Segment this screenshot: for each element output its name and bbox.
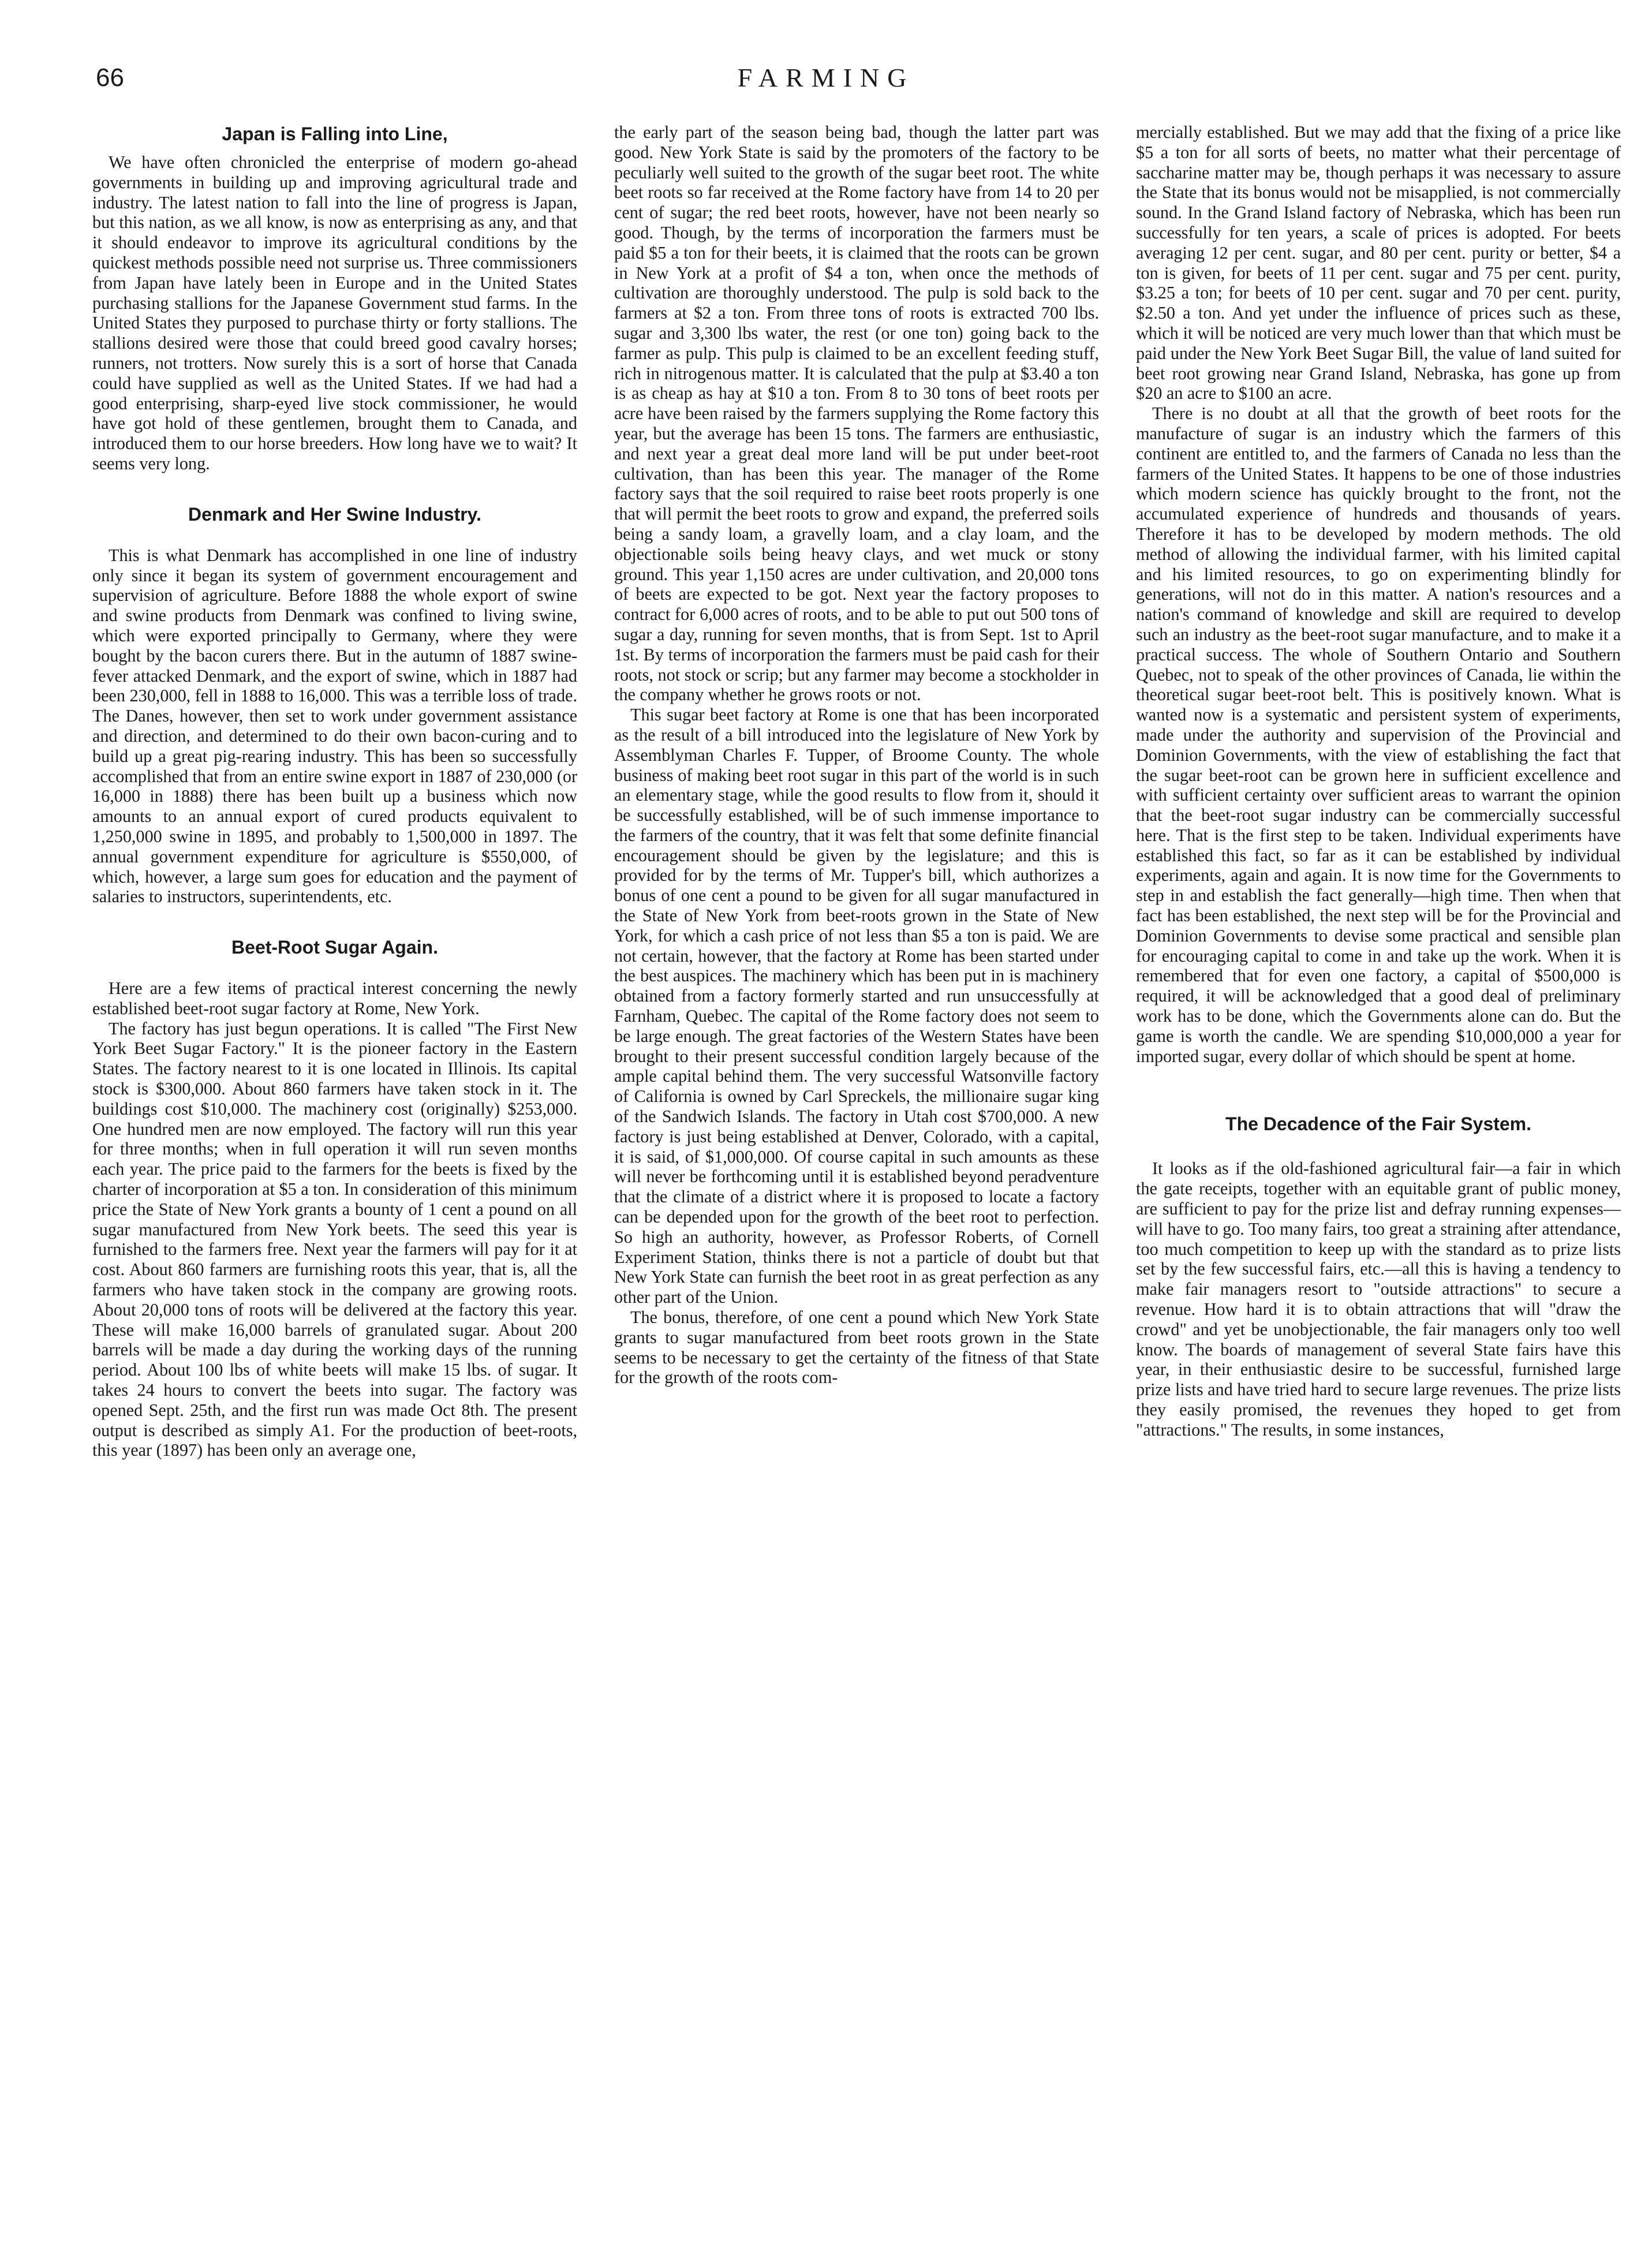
article-paragraph: This is what Denmark has accomplished in one line of industry only since it began its system of government encouragement and supervision of agriculture. Before 1888 the whole export of swine and swine products from Denmark was confined to living swine, which were exported principally to Germany, where they were bought by the bacon curers there. But in the autumn of 1887 swine-fever attacked Denmark, and the export of swine, which in 1887 had been 230,000, fell in 1888 to 16,000. This was a terrible loss of trade. The Danes, however, then set to work under government assistance and direction, and determined to do their own bacon-curing and to build up a great pig-rearing industry. This has been so successfully accomplished that from an entire swine export in 1887 of 230,000 (or 16,000 in 1888) there has been built up a business which now amounts to an annual export of cured products equivalent to 1,250,000 swine in 1895, and probably to 1,500,000 in 1897. The annual government expenditure for agriculture is $550,000, of which, however, a large sum goes for education and the payment of salaries to instructors, superintendents, etc. bbox=[92, 545, 578, 907]
article-title-beet-root: Beet-Root Sugar Again. bbox=[231, 937, 438, 958]
column-2 bbox=[614, 122, 1099, 1388]
article-paragraph: The factory has just begun operations. It is called "The First New York Beet Sugar Factory." It is the pioneer factory in the Eastern States. The factory nearest to it is one located in Illinois. Its capital stock is $300,000. About 860 farmers have taken stock in it. The buildings cost $10,000. The machinery cost (originally) $253,000. One hundred men are now employed. The factory will run this year for three months; when in full operation it will run seven months each year. The price paid to the farmers for the beets is fixed by the charter of incorporation at $5 a ton. In consideration of this minimum price the State of New York grants a bounty of 1 cent a pound on all sugar manufactured from New York beets. The seed this year is furnished to the farmers free. Next year the farmers will pay for it at cost. About 860 farmers are furnishing roots this year, that is, all the farmers who have taken stock in the company are growing roots. About 20,000 tons of roots will be delivered at the factory this year. These will make 16,000 barrels of granulated sugar. About 200 barrels will be made a day during the working days of the running period. About 100 lbs of white beets will make 15 lbs. of sugar. It takes 24 hours to convert the beets into sugar. The factory was opened Sept. 25th, and the first run was made Oct 8th. The present output is described as simply A1. For the production of beet-roots, this year (1897) has been only an average one, bbox=[92, 1018, 578, 1460]
article-paragraph: This sugar beet factory at Rome is one that has been incorporated as the result of a bill introduced into the legislature of New York by Assemblyman Charles F. Tupper, of Broome County. The whole business of making beet root sugar in this part of the world is in such an elementary stage, while the good results to flow from it, should it be successfully established, will be of such immense importance to the farmers of the country, that it was felt that some definite financial encouragement should be given by the legislature; and this is provided for by the terms of Mr. Tupper's bill, which authorizes a bonus of one cent a pound to be given for all sugar manufactured in the State of New York from beet-roots grown in the State of New York, for which a cash price of not less than $5 a ton is paid. We are not certain, however, that the factory at Rome has been started under the best auspices. The machinery which has been put in is machinery obtained from a factory formerly started and run unsuccessfully at Farnham, Quebec. The capital of the Rome factory does not seem to be large enough. The great factories of the Western States have been brought to their present successful condition largely because of the ample capital behind them. The very successful Watsonville factory of California is owned by Carl Spreckels, the millionaire sugar king of the Sandwich Islands. The factory in Utah cost $700,000. A new factory is just being established at Denver, Colorado, with a capital, it is said, of $1,000,000. Of course capital in such amounts as these will never be forthcoming until it is established beyond peradventure that the climate of a district where it is proposed to locate a factory can be depended upon for the growth of the beet root to perfection. So high an authority, however, as Professor Roberts, of Cornell Experiment Station, thinks there is not a particle of doubt but that New York State can furnish the beet root in as great perfection as any other part of the Union. bbox=[614, 705, 1099, 1307]
article-paragraph: There is no doubt at all that the growth of beet roots for the manufacture of sugar is an industry which the farmers of this continent are entitled to, and the farmers of Canada no less than the farmers of the United States. It happens to be one of those industries which modern science has quickly brought to the front, not the accumulated experience of hundreds and thousands of years. Therefore it has to be developed by modern methods. The old method of allowing the individual farmer, with his limited capital and his limited resources, to go on experimenting blindly for generations, will not do in this matter. A nation's resources and a nation's command of knowledge and skill are required to develop such an industry as the beet-root sugar manufacture, and to make it a practical success. The whole of Southern Ontario and Southern Quebec, not to speak of the other provinces of Canada, lie within the theoretical sugar beet-root belt. This is positively known. What is wanted now is a systematic and persistent system of experiments, made under the authority and supervision of the Provincial and Dominion Governments, with the view of establishing the fact that the sugar beet-root can be grown here in sufficient excellence and with sufficient certainty over sufficient areas to warrant the opinion that the beet-root sugar industry can be commercially successful here. That is the first step to be taken. Individual experiments have established this fact, so far as it can be established by individual experiments, again and again. It is now time for the Governments to step in and establish the fact generally—high time. Then when that fact has been established, the next step will be for the Provincial and Dominion Governments to devise some practical and sensible plan for encouraging capital to come in and take up the work. When it is remembered that for even one factory, a capital of $500,000 is required, it will be acknowledged that a good deal of preliminary work has to be done, which the Governments alone can do. But the game is worth the candle. We are spending $10,000,000 a year for imported sugar, every dollar of which should be spent at home. bbox=[1136, 403, 1621, 1066]
article-paragraph: Here are a few items of practical interest concerning the newly established beet-root sugar factory at Rome, New York. bbox=[92, 978, 577, 1018]
article-paragraph-continued: the early part of the season being bad, though the latter part was good. New York State is said by the promoters of the factory to be peculiarly well suited to the growth of the sugar beet root. The white beet roots so far received at the Rome factory have from 14 to 20 per cent of sugar; the red beet roots, however, have not been nearly so good. Though, by the terms of incorporation the farmers must be paid $5 a ton for their beets, it is claimed that the roots can be grown in New York at a profit of $4 a ton, when once the methods of cultivation are thoroughly understood. The pulp is sold back to the farmers at $2 a ton. From three tons of roots is extracted 700 lbs. sugar and 3,300 lbs water, the rest (or one ton) going back to the farmer as pulp. This pulp is claimed to be an excellent feeding stuff, rich in nitrogenous matter. It is calculated that the pulp at $3.40 a ton is as cheap as hay at $10 a ton. From 8 to 30 tons of beet roots per acre have been raised by the farmers supplying the Rome factory this year, but the average has been 15 tons. The farmers are enthusiastic, and next year a great deal more land will be put under beet-root cultivation, than has been this year. The manager of the Rome factory says that the soil required to raise beet roots properly is one that will permit the beet roots to grow and expand, the preferred soils being a sandy loam, a gravelly loam, and a clay loam, and the objectionable soils being heavy clays, and wet muck or stony ground. This year 1,150 acres are under cultivation, and 20,000 tons of beets are expected to be got. Next year the factory proposes to contract for 6,000 acres of roots, and to be able to put out 500 tons of sugar a day, running for seven months, that is from Sept. 1st to April 1st. By terms of incorporation the farmers must be paid cash for their roots, not stock or scrip; but any farmer may become a stockholder in the company whether he grows roots or not. bbox=[614, 122, 1099, 705]
article-paragraph: We have often chronicled the enterprise of modern go-ahead governments in building up and improving agricultural trade and industry. The latest nation to fall into the line of progress is Japan, but this nation, as we all know, is now as enterprising as any, and that it should endeavor to improve its agricultural conditions by the quickest methods possible need not surprise us. Three commissioners from Japan have lately been in Europe and in the United States purchasing stallions for the Japanese Government stud farms. In the United States they purposed to purchase thirty or forty stallions. The stallions desired were those that could breed good cavalry horses; runners, not trotters. Now surely this is a sort of horse that Canada could have supplied as well as the United States. If we had had a good enterprising, sharp-eyed live stock commissioner, he would have got hold of these gentlemen, brought them to Canada, and introduced them to our horse breeders. How long have we to wait? It seems very long. bbox=[92, 152, 577, 473]
page-number: 66 bbox=[96, 63, 124, 92]
article-paragraph: It looks as if the old-fashioned agricultural fair—a fair in which the gate receipts, together with an equitable grant of public money, are sufficient to pay for the prize list and defray running expenses—will have to go. Too many fairs, too great a straining after attendance, too much competition to keep up with the standard as to prize lists set by the few successful fairs, etc.—all this is having a tendency to make fair managers resort to "outside attractions" to secure a revenue. How hard it is to obtain attractions that will "draw the crowd" and yet be unobjectionable, the fair managers only too well know. The boards of management of several State fairs have this year, in their enthusiastic desire to be successful, furnished large prize lists and have tried hard to secure large revenues. The prize lists they easily promised, the revenues they hoped to get from "attractions." The results, in some instances, bbox=[1136, 1158, 1621, 1440]
article-paragraph-continued: mercially established. But we may add that the fixing of a price like $5 a ton for all sorts of beets, no matter what their percentage of saccharine matter may be, though perhaps it was necessary to assure the State that its bonus would not be misapplied, is not commercially sound. In the Grand Island factory of Nebraska, which has been run successfully for ten years, a scale of prices is adopted. For beets averaging 12 per cent. sugar, and 80 per cent. purity or better, $4 a ton is given, for beets of 11 per cent. sugar and 75 per cent. purity, $3.25 a ton; for beets of 10 per cent. sugar and 70 per cent. purity, $2.50 a ton. And yet under the influence of prices such as these, which it will be noticed are very much lower than that which must be paid under the New York Beet Sugar Bill, the value of land suited for beet root growing near Grand Island, Nebraska, has gone up from $20 an acre to $100 an acre. bbox=[1136, 122, 1621, 403]
column-1 bbox=[92, 122, 577, 1460]
running-title: FARMING bbox=[737, 63, 915, 92]
article-title-denmark: Denmark and Her Swine Industry. bbox=[188, 503, 481, 525]
article-title-japan: Japan is Falling into Line, bbox=[222, 124, 448, 144]
article-paragraph: The bonus, therefore, of one cent a pound which New York State grants to sugar manufactured from beet roots grown in the State seems to be necessary to get the certainty of the fitness of that State for the growth of the roots com- bbox=[614, 1307, 1099, 1388]
column-3 bbox=[1136, 122, 1621, 1440]
article-title-fair-system: The Decadence of the Fair System. bbox=[1225, 1113, 1531, 1135]
